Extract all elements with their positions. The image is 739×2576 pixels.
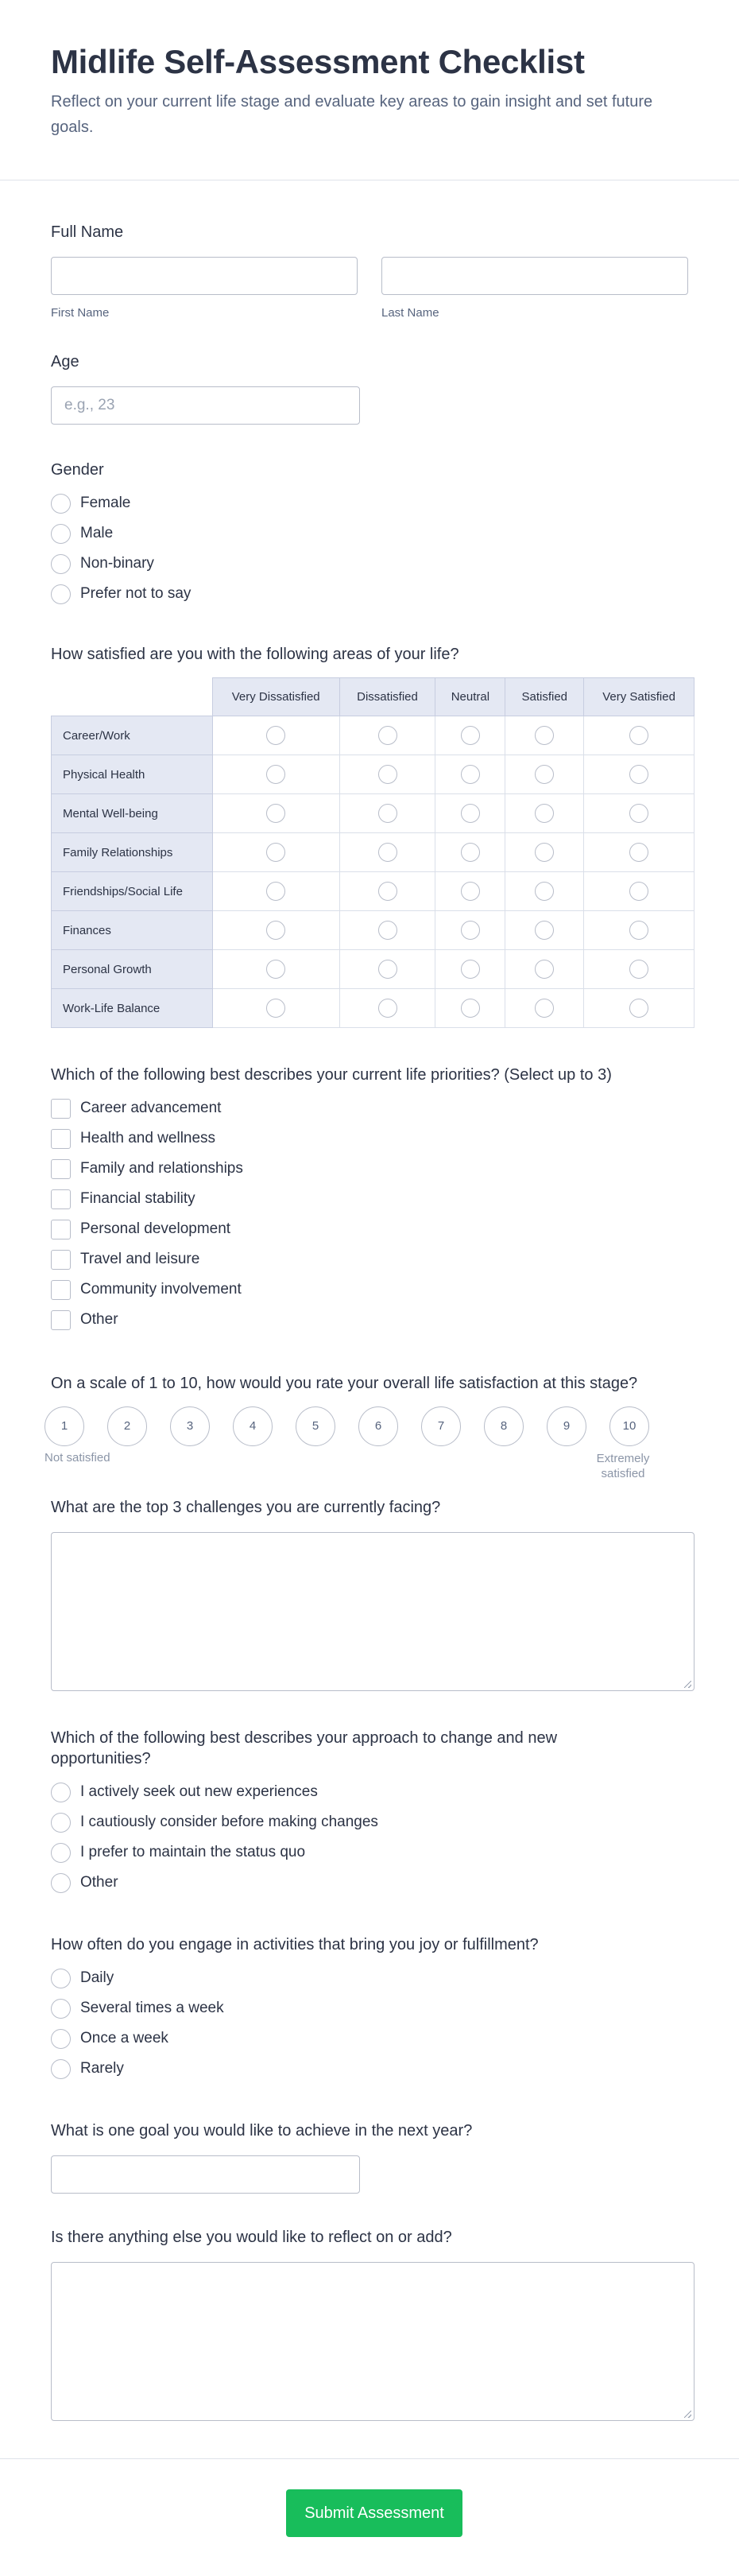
approach-option[interactable]: [51, 1837, 688, 1868]
approach-option[interactable]: [51, 1777, 688, 1807]
full-name-label: Full Name: [51, 223, 124, 241]
approach-option[interactable]: [51, 1868, 688, 1898]
scale-option-10[interactable]: 10: [609, 1406, 649, 1446]
matrix-radio-button[interactable]: [461, 999, 480, 1018]
matrix-radio-button[interactable]: [535, 921, 554, 940]
matrix-row: [52, 911, 695, 950]
joy-frequency-option[interactable]: [51, 1993, 688, 2023]
challenges-textarea[interactable]: [51, 1532, 695, 1691]
matrix-cell: [339, 833, 435, 872]
matrix-radio-button[interactable]: [266, 921, 285, 940]
matrix-cell: [505, 833, 584, 872]
page-title: Midlife Self-Assessment Checklist: [51, 43, 585, 80]
joy-frequency-option[interactable]: [51, 1963, 688, 1993]
matrix-radio-button[interactable]: [535, 843, 554, 862]
checkbox[interactable]: [51, 1129, 71, 1149]
gender-option-label: Male: [80, 525, 114, 541]
matrix-radio-button[interactable]: [629, 765, 648, 784]
matrix-row-label: Mental Well-being: [52, 794, 213, 833]
matrix-cell: [435, 911, 505, 950]
gender-option[interactable]: [51, 488, 688, 518]
goal-question: [51, 2120, 688, 2194]
matrix-row-label: Family Relationships: [52, 833, 213, 872]
reflection-textarea[interactable]: [51, 2262, 695, 2421]
matrix-row-label: Career/Work: [52, 716, 213, 755]
priority-option-label: Personal development: [80, 1220, 231, 1237]
priority-option[interactable]: [51, 1244, 688, 1274]
radio-button[interactable]: [51, 1783, 71, 1802]
matrix-row-label: Physical Health: [52, 755, 213, 794]
joy-frequency-option-label: Daily: [80, 1969, 114, 1986]
joy-frequency-option[interactable]: [51, 2054, 688, 2084]
matrix-radio-button[interactable]: [461, 843, 480, 862]
matrix-column-header: Satisfied: [505, 678, 584, 716]
satisfaction-matrix-question: [51, 644, 688, 1028]
satisfaction-matrix: [51, 677, 695, 1028]
matrix-radio-button[interactable]: [461, 765, 480, 784]
matrix-row: [52, 950, 695, 989]
rating-scale: [44, 1406, 688, 1486]
scale-option-7[interactable]: 7: [421, 1406, 461, 1446]
matrix-radio-button[interactable]: [266, 843, 285, 862]
last-name-sublabel: Last Name: [381, 306, 439, 320]
priority-option[interactable]: [51, 1214, 688, 1244]
matrix-cell: [212, 989, 339, 1028]
gender-option-label: Female: [80, 495, 131, 511]
priority-option-label: Career advancement: [80, 1100, 222, 1116]
matrix-row: [52, 716, 695, 755]
gender-option-label: Prefer not to say: [80, 585, 192, 602]
matrix-cell: [505, 755, 584, 794]
page-description: Reflect on your current life stage and evaluate key areas to gain insight and set future goals.: [51, 93, 653, 136]
matrix-radio-button[interactable]: [629, 921, 648, 940]
resize-grip-icon[interactable]: [684, 2411, 691, 2418]
checkbox[interactable]: [51, 1189, 71, 1209]
matrix-row: [52, 833, 695, 872]
matrix-radio-button[interactable]: [378, 726, 397, 745]
matrix-radio-button[interactable]: [629, 726, 648, 745]
matrix-cell: [505, 911, 584, 950]
radio-button[interactable]: [51, 584, 71, 604]
matrix-cell: [435, 755, 505, 794]
age-input[interactable]: e.g., 23: [51, 386, 360, 425]
satisfaction-matrix-label: How satisfied are you with the following areas of your life?: [51, 646, 459, 663]
full-name-question: [51, 222, 688, 320]
matrix-cell: [212, 755, 339, 794]
matrix-corner: [52, 678, 213, 716]
matrix-row: [52, 755, 695, 794]
matrix-radio-button[interactable]: [266, 726, 285, 745]
priority-option[interactable]: [51, 1123, 688, 1154]
matrix-body: [52, 716, 695, 1028]
radio-button[interactable]: [51, 494, 71, 514]
reflection-label: Is there anything else you would like to reflect on or add?: [51, 2229, 452, 2246]
goal-label: What is one goal you would like to achieve in the next year?: [51, 2122, 473, 2140]
scale-option-2[interactable]: 2: [107, 1406, 147, 1446]
matrix-cell: [339, 950, 435, 989]
challenges-label: What are the top 3 challenges you are currently facing?: [51, 1499, 441, 1516]
scale-option-3[interactable]: 3: [170, 1406, 210, 1446]
radio-button[interactable]: [51, 1813, 71, 1833]
matrix-cell: [212, 716, 339, 755]
matrix-cell: [435, 833, 505, 872]
priority-option-label: Other: [80, 1311, 118, 1328]
matrix-cell: [505, 872, 584, 911]
priority-option-label: Community involvement: [80, 1281, 242, 1298]
submit-button[interactable]: Submit Assessment: [286, 2489, 462, 2537]
approach-option-label: I cautiously consider before making changes: [80, 1814, 378, 1830]
matrix-row: [52, 872, 695, 911]
matrix-cell: [505, 989, 584, 1028]
matrix-column-header: Very Satisfied: [584, 678, 695, 716]
priority-option[interactable]: [51, 1305, 688, 1335]
matrix-radio-button[interactable]: [535, 882, 554, 901]
matrix-radio-button[interactable]: [629, 804, 648, 823]
matrix-radio-button[interactable]: [461, 882, 480, 901]
checkbox[interactable]: [51, 1220, 71, 1240]
first-name-sublabel: First Name: [51, 306, 110, 320]
matrix-cell: [339, 755, 435, 794]
joy-frequency-question: [51, 1934, 688, 2084]
matrix-radio-button[interactable]: [266, 765, 285, 784]
matrix-column-header: Very Dissatisfied: [212, 678, 339, 716]
gender-option-label: Non-binary: [80, 555, 154, 572]
matrix-radio-button[interactable]: [535, 765, 554, 784]
radio-button[interactable]: [51, 1969, 71, 1988]
matrix-radio-button[interactable]: [629, 960, 648, 979]
goal-input[interactable]: [51, 2155, 360, 2194]
matrix-row-label: Finances: [52, 911, 213, 950]
matrix-cell: [584, 989, 695, 1028]
matrix-radio-button[interactable]: [535, 804, 554, 823]
matrix-cell: [339, 911, 435, 950]
radio-button[interactable]: [51, 2059, 71, 2079]
matrix-cell: [212, 872, 339, 911]
checkbox[interactable]: [51, 1310, 71, 1330]
priority-option[interactable]: [51, 1274, 688, 1305]
priority-option[interactable]: [51, 1184, 688, 1214]
matrix-column-header: Dissatisfied: [339, 678, 435, 716]
matrix-radio-button[interactable]: [535, 960, 554, 979]
approach-option[interactable]: [51, 1807, 688, 1837]
matrix-cell: [584, 911, 695, 950]
gender-option[interactable]: [51, 518, 688, 549]
priority-option-label: Travel and leisure: [80, 1251, 200, 1267]
scale-option-9[interactable]: 9: [547, 1406, 586, 1446]
first-name-input[interactable]: [51, 257, 358, 295]
matrix-row: [52, 989, 695, 1028]
matrix-cell: [584, 794, 695, 833]
matrix-radio-button[interactable]: [629, 882, 648, 901]
matrix-radio-button[interactable]: [378, 960, 397, 979]
age-question: [51, 351, 688, 425]
scale-option-4[interactable]: 4: [233, 1406, 273, 1446]
approach-question: [51, 1728, 688, 1898]
matrix-radio-button[interactable]: [378, 921, 397, 940]
priorities-question: [51, 1065, 688, 1335]
life-scale-label: On a scale of 1 to 10, how would you rate your overall life satisfaction at this stage?: [51, 1375, 638, 1392]
scale-option-1[interactable]: 1: [44, 1406, 84, 1446]
gender-option[interactable]: [51, 579, 688, 609]
radio-button[interactable]: [51, 1873, 71, 1893]
approach-option-label: I actively seek out new experiences: [80, 1783, 318, 1800]
matrix-cell: [584, 872, 695, 911]
last-name-input[interactable]: [381, 257, 688, 295]
checkbox[interactable]: [51, 1280, 71, 1300]
matrix-cell: [505, 716, 584, 755]
joy-frequency-option-label: Several times a week: [80, 2000, 224, 2016]
scale-option-6[interactable]: 6: [358, 1406, 398, 1446]
matrix-radio-button[interactable]: [535, 999, 554, 1018]
matrix-cell: [339, 794, 435, 833]
matrix-radio-button[interactable]: [629, 843, 648, 862]
matrix-radio-button[interactable]: [629, 999, 648, 1018]
scale-high-label: Extremely satisfied: [596, 1452, 650, 1480]
age-label: Age: [51, 353, 79, 370]
matrix-cell: [212, 950, 339, 989]
matrix-cell: [212, 794, 339, 833]
gender-label: Gender: [51, 461, 104, 479]
priorities-label: Which of the following best describes your current life priorities? (Select up to 3): [51, 1066, 612, 1084]
matrix-cell: [435, 716, 505, 755]
radio-button[interactable]: [51, 1843, 71, 1863]
matrix-cell: [435, 794, 505, 833]
radio-button[interactable]: [51, 1999, 71, 2019]
priority-option[interactable]: [51, 1154, 688, 1184]
radio-button[interactable]: [51, 2029, 71, 2049]
matrix-column-header: Neutral: [435, 678, 505, 716]
joy-frequency-option-label: Once a week: [80, 2030, 168, 2046]
radio-button[interactable]: [51, 524, 71, 544]
matrix-cell: [339, 716, 435, 755]
priority-option-label: Family and relationships: [80, 1160, 243, 1177]
matrix-cell: [435, 950, 505, 989]
form-footer: [0, 2458, 739, 2576]
matrix-cell: [212, 833, 339, 872]
matrix-radio-button[interactable]: [461, 960, 480, 979]
challenges-question: [51, 1497, 688, 1691]
joy-frequency-option[interactable]: [51, 2023, 688, 2054]
checkbox[interactable]: [51, 1159, 71, 1179]
matrix-cell: [435, 872, 505, 911]
matrix-radio-button[interactable]: [378, 999, 397, 1018]
form-header: [0, 0, 739, 180]
checkbox[interactable]: [51, 1099, 71, 1119]
matrix-cell: [584, 833, 695, 872]
matrix-radio-button[interactable]: [461, 726, 480, 745]
matrix-cell: [339, 872, 435, 911]
joy-frequency-label: How often do you engage in activities that bring you joy or fulfillment?: [51, 1936, 539, 1953]
matrix-cell: [584, 755, 695, 794]
matrix-radio-button[interactable]: [461, 921, 480, 940]
matrix-radio-button[interactable]: [266, 999, 285, 1018]
matrix-radio-button[interactable]: [378, 765, 397, 784]
matrix-radio-button[interactable]: [378, 804, 397, 823]
joy-frequency-option-label: Rarely: [80, 2060, 124, 2077]
matrix-row-label: Personal Growth: [52, 950, 213, 989]
matrix-radio-button[interactable]: [266, 882, 285, 901]
approach-label: Which of the following best describes your approach to change and new opportunities?: [51, 1729, 558, 1767]
gender-option[interactable]: [51, 549, 688, 579]
matrix-radio-button[interactable]: [535, 726, 554, 745]
gender-question: [51, 460, 688, 609]
matrix-cell: [584, 950, 695, 989]
life-scale-question: [44, 1373, 688, 1486]
form-body: [0, 222, 739, 2421]
checkbox[interactable]: [51, 1250, 71, 1270]
reflection-question: [51, 2227, 688, 2421]
matrix-cell: [584, 716, 695, 755]
matrix-row-label: Friendships/Social Life: [52, 872, 213, 911]
scale-option-8[interactable]: 8: [484, 1406, 524, 1446]
matrix-radio-button[interactable]: [266, 960, 285, 979]
matrix-cell: [435, 989, 505, 1028]
matrix-radio-button[interactable]: [461, 804, 480, 823]
matrix-cell: [505, 950, 584, 989]
radio-button[interactable]: [51, 554, 71, 574]
scale-option-5[interactable]: 5: [296, 1406, 335, 1446]
matrix-row: [52, 794, 695, 833]
matrix-radio-button[interactable]: [378, 843, 397, 862]
matrix-row-label: Work-Life Balance: [52, 989, 213, 1028]
priority-option-label: Health and wellness: [80, 1130, 216, 1146]
matrix-radio-button[interactable]: [378, 882, 397, 901]
resize-grip-icon[interactable]: [684, 1681, 691, 1688]
approach-option-label: I prefer to maintain the status quo: [80, 1844, 306, 1860]
approach-option-label: Other: [80, 1874, 118, 1891]
priority-option[interactable]: [51, 1093, 688, 1123]
matrix-radio-button[interactable]: [266, 804, 285, 823]
priority-option-label: Financial stability: [80, 1190, 195, 1207]
matrix-cell: [339, 989, 435, 1028]
scale-low-label: Not satisfied: [44, 1451, 110, 1465]
matrix-cell: [212, 911, 339, 950]
matrix-cell: [505, 794, 584, 833]
